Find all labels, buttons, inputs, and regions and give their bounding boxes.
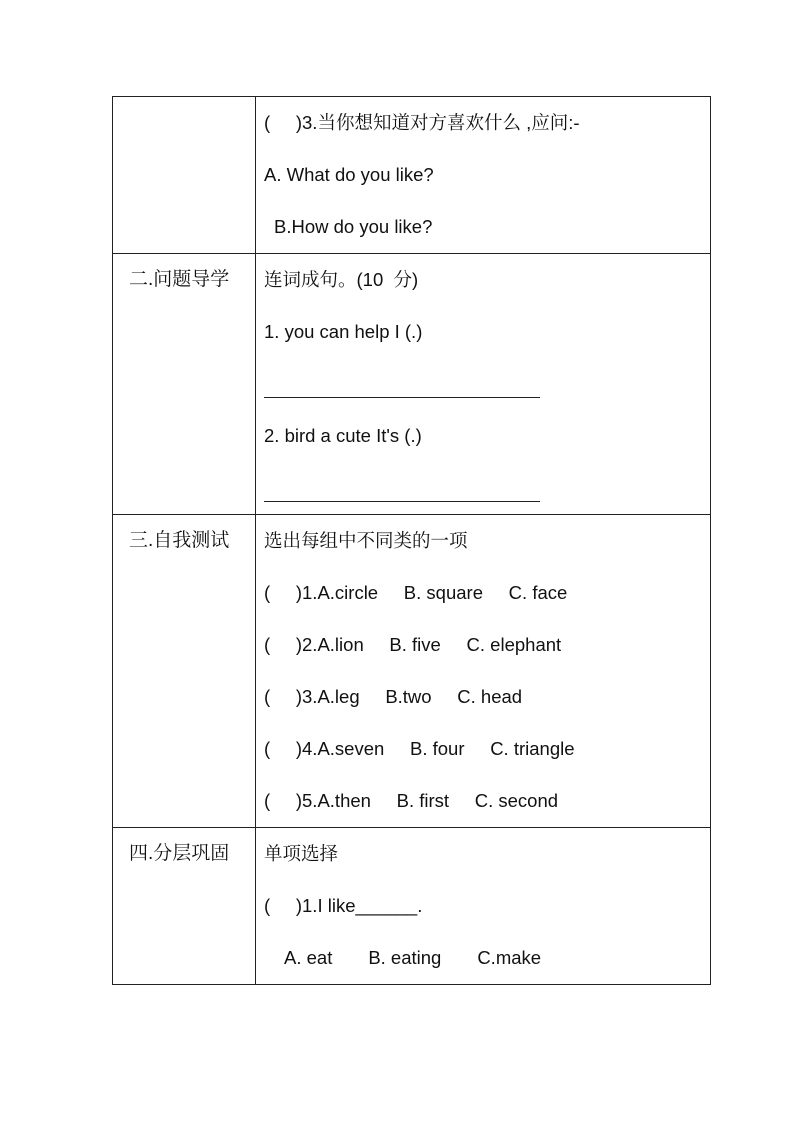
answer-blank-row [256,358,710,410]
question-line: ( )3.当你想知道对方喜欢什么 ,应问:- [264,112,580,133]
section-content-cell [256,97,711,254]
question-line: 1. you can help I (.) [264,321,423,342]
section-content-cell [256,254,711,515]
instruction-line: 连词成句。(10 分) [264,269,419,290]
table-row [113,254,711,515]
option-line: A. What do you like? [264,164,434,185]
table-row [113,828,711,985]
worksheet-table [112,96,711,985]
section-label-cell [113,97,256,254]
question-line: 2. bird a cute It's (.) [264,425,422,446]
section-label-cell [113,254,256,515]
answer-blank-row [256,462,710,514]
answer-blank[interactable] [264,471,540,502]
section-label: 四.分层巩固 [129,843,230,864]
question-line: ( )5.A.then B. first C. second [264,790,559,811]
table-row [113,515,711,828]
question-line: ( )3.A.leg B.two C. head [264,686,523,707]
question-line: ( )1.I like______. [264,895,423,916]
section-content-cell [256,828,711,985]
option-line: B.How do you like? [274,216,433,237]
option-line: A. eat B. eating C.make [284,947,542,968]
section-label-cell [113,515,256,828]
question-line: ( )4.A.seven B. four C. triangle [264,738,575,759]
section-label: 二.问题导学 [129,269,230,290]
answer-blank[interactable] [264,367,540,398]
question-line: ( )2.A.lion B. five C. elephant [264,634,562,655]
instruction-line: 单项选择 [264,843,339,864]
instruction-line: 选出每组中不同类的一项 [264,530,468,551]
section-content-cell [256,515,711,828]
section-label-cell [113,828,256,985]
table-row [113,97,711,254]
question-line: ( )1.A.circle B. square C. face [264,582,568,603]
section-label: 三.自我测试 [129,530,230,551]
